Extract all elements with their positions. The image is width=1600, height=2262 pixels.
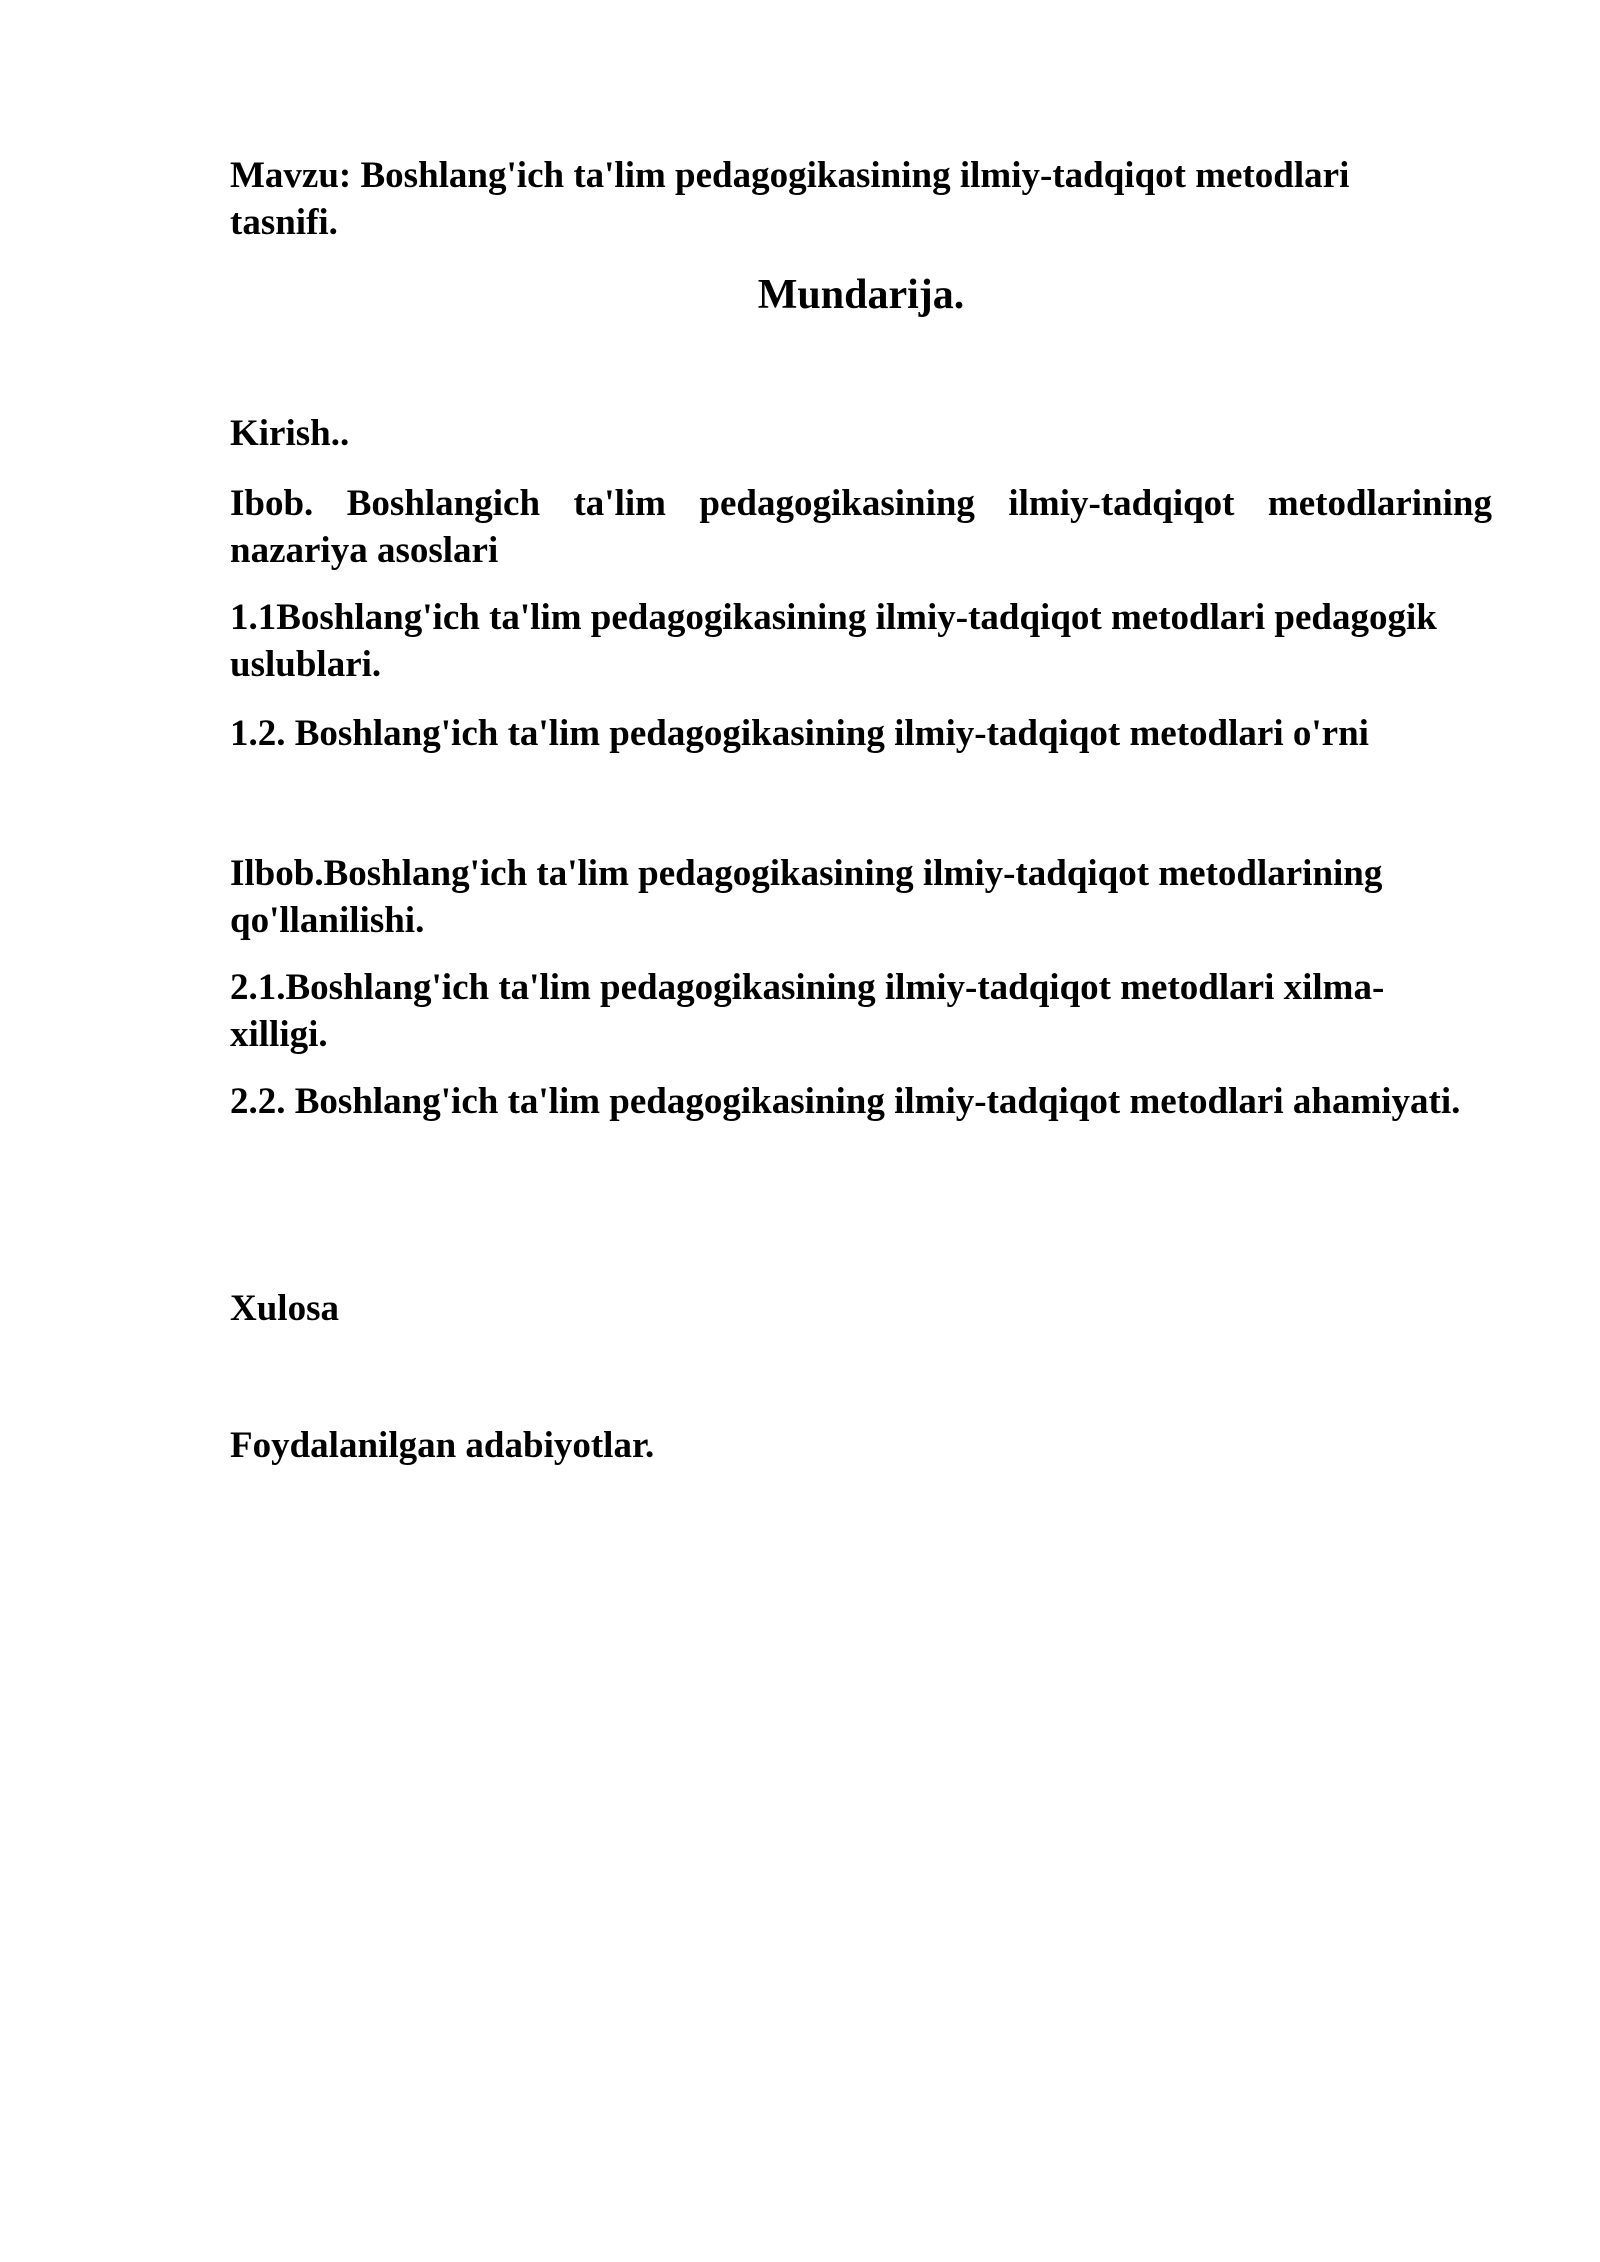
topic-heading: Mavzu: Boshlang'ich ta'lim pedagogikasining ilmiy-tadqiqot metodlari tasnifi.	[230, 155, 1350, 243]
toc-entry-introduction: Kirish..	[230, 413, 350, 454]
toc-entry-section-2-1: 2.1.Boshlang'ich ta'lim pedagogikasining ilmiy-tadqiqot metodlari xilma-xilligi.	[230, 967, 1385, 1055]
toc-title: Mundarija.	[757, 272, 965, 318]
toc-entry-chapter-2: Ilbob.Boshlang'ich ta'lim pedagogikasining ilmiy-tadqiqot metodlarining qo'llanilishi.	[230, 853, 1383, 941]
toc-entry-section-2-2: 2.2. Boshlang'ich ta'lim pedagogikasining ilmiy-tadqiqot metodlari ahamiyati.	[230, 1081, 1461, 1122]
toc-entry-conclusion: Xulosa	[230, 1288, 339, 1329]
toc-entry-section-1-2: 1.2. Boshlang'ich ta'lim pedagogikasining ilmiy-tadqiqot metodlari o'rni	[230, 713, 1369, 754]
toc-entry-section-1-1: 1.1Boshlang'ich ta'lim pedagogikasining ilmiy-tadqiqot metodlari pedagogik uslublari.	[230, 597, 1437, 685]
toc-entry-chapter-1: Ibob. Boshlangich ta'lim pedagogikasining ilmiy-tadqiqot metodlarining nazariya asoslari	[230, 483, 1492, 571]
toc-entry-references: Foydalanilgan adabiyotlar.	[230, 1425, 655, 1466]
